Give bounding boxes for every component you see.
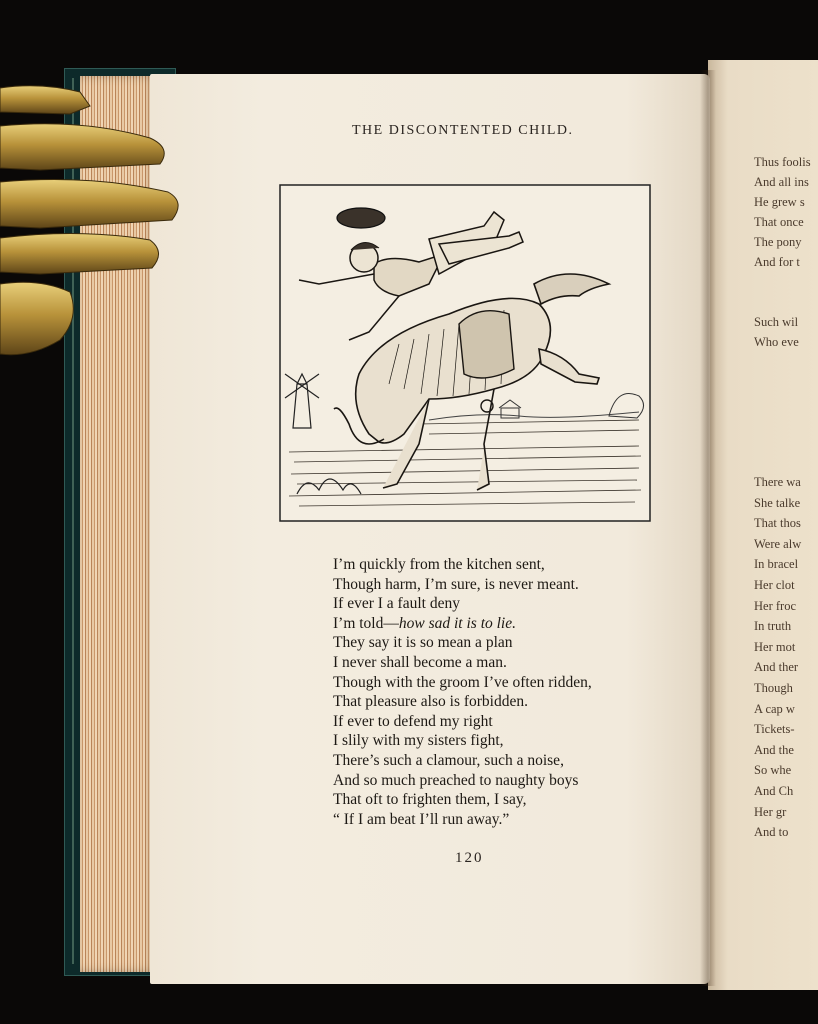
right-line: She talke <box>754 495 801 510</box>
poem-line: They say it is so mean a plan <box>333 634 513 652</box>
poem-line: And so much preached to naughty boys <box>333 771 579 789</box>
brass-finger <box>0 124 164 170</box>
right-line: Thus foolis <box>754 155 811 169</box>
right-line: And the <box>754 742 794 757</box>
right-line: Her clot <box>754 577 795 592</box>
brass-hand-page-holder <box>0 78 190 368</box>
poem-line: Though harm, I’m sure, is never meant. <box>333 575 579 593</box>
poem-line: I slily with my sisters fight, <box>333 732 504 750</box>
right-line: And Ch <box>754 783 794 798</box>
poem-line: Though with the groom I’ve often ridden, <box>333 673 592 691</box>
poem-line: There’s such a clamour, such a noise, <box>333 751 564 769</box>
brass-finger <box>0 233 159 274</box>
poem-line: I’m quickly from the kitchen sent, <box>333 556 545 573</box>
poem-line: That oft to frighten them, I say, <box>333 791 527 809</box>
right-line: Who eve <box>754 335 799 349</box>
poem-italic-phrase: how sad it is to lie. <box>398 614 516 632</box>
right-line: He grew s <box>754 195 805 209</box>
right-line: The pony <box>754 235 802 249</box>
book-gutter <box>700 70 716 986</box>
poem-line: If ever to defend my right <box>333 712 493 730</box>
poem-line: I never shall become a man. <box>333 653 507 671</box>
engraving-illustration <box>279 184 651 522</box>
right-line: A cap w <box>754 701 795 716</box>
right-line: Were alw <box>754 536 802 551</box>
right-page-text-top <box>754 152 811 352</box>
poem-block <box>333 555 663 829</box>
right-page <box>708 60 818 990</box>
right-line: And to <box>754 825 789 840</box>
right-line: So whe <box>754 763 792 778</box>
running-head: THE DISCONTENTED CHILD. <box>352 123 574 138</box>
right-line: Her froc <box>754 598 796 613</box>
right-line: Her mot <box>754 639 796 654</box>
poem-line: If ever I a fault deny <box>333 595 460 613</box>
right-line: And for t <box>754 255 800 269</box>
right-line: Tickets- <box>754 722 795 737</box>
poem-line: That pleasure also is forbidden. <box>333 693 528 711</box>
right-line: Such wil <box>754 315 799 329</box>
page-number: 120 <box>455 850 484 866</box>
poem-line: “ If I am beat I’ll run away.” <box>333 810 510 828</box>
right-line: Though <box>754 680 793 695</box>
brass-palm <box>0 282 73 355</box>
right-page-text-bottom <box>754 472 801 843</box>
right-line: That once <box>754 215 804 229</box>
right-line: That thos <box>754 516 801 531</box>
right-line: And ther <box>754 660 799 675</box>
brass-finger <box>0 86 90 114</box>
right-line: In truth <box>754 619 792 634</box>
flying-hat <box>337 208 385 228</box>
brass-finger <box>0 180 178 228</box>
right-line: In bracel <box>754 557 799 572</box>
right-line: Her gr <box>754 804 787 819</box>
saddle <box>459 311 514 378</box>
right-line: There wa <box>754 475 801 489</box>
poem-line: I’m told—how sad it is to lie. <box>333 614 516 632</box>
right-line: And all ins <box>754 175 809 189</box>
